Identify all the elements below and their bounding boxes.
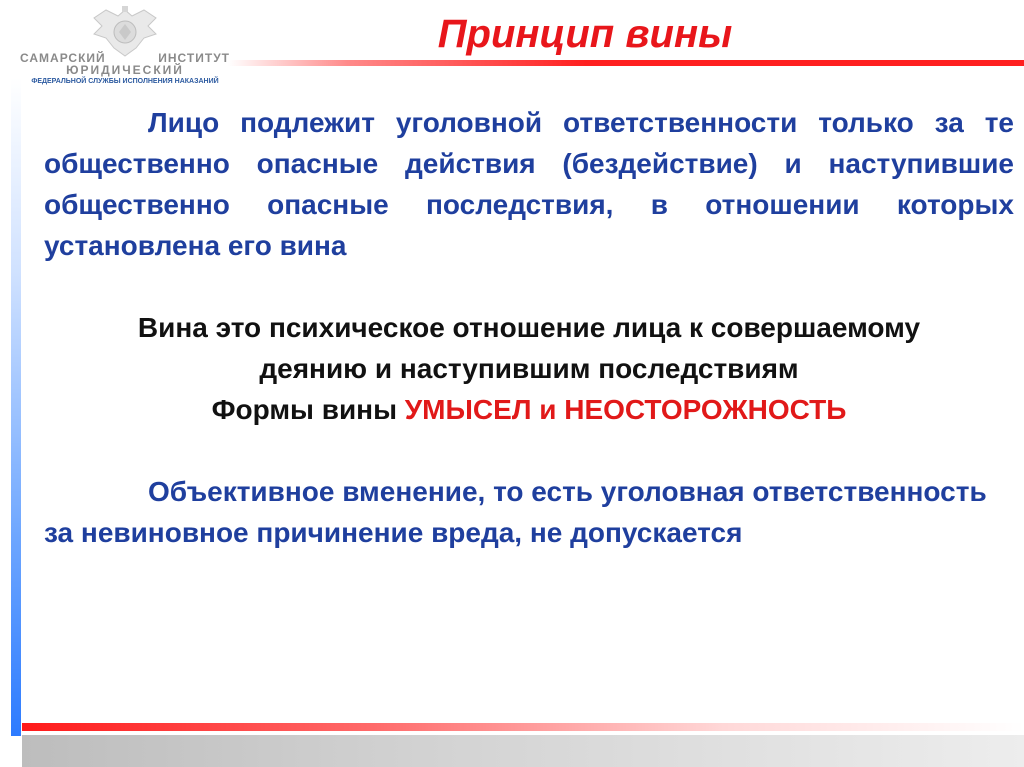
forms-line — [44, 389, 1014, 430]
logo-line-3: ФЕДЕРАЛЬНОЙ СЛУЖБЫ ИСПОЛНЕНИЯ НАКАЗАНИЙ — [31, 78, 219, 85]
logo-line-2: ЮРИДИЧЕСКИЙ — [66, 63, 184, 77]
spacer — [44, 430, 1014, 471]
title-underline — [228, 60, 1024, 66]
left-accent-bar — [11, 78, 21, 736]
slide-title: Принцип вины — [437, 12, 733, 56]
institute-logo — [20, 2, 230, 86]
principle-paragraph: Лицо подлежит уголовной ответственности только за те общественно опасные действия (бездействие) и наступившие общественно опасные последствия, в отношении которых установлена его вина — [44, 107, 1014, 261]
spacer — [44, 266, 1014, 307]
objective-imputation-paragraph: Объективное вменение, то есть уголовная ответственность за невиновное причинение вреда, не допускается — [44, 476, 987, 548]
forms-highlight: УМЫСЕЛ и НЕОСТОРОЖНОСТЬ — [404, 394, 847, 425]
forms-prefix: Формы вины — [211, 394, 397, 425]
definition-line-1: Вина это психическое отношение лица к совершаемому — [137, 312, 921, 343]
definition-line-2: деянию и наступившим последствиям — [259, 353, 799, 384]
slide-content — [44, 102, 1014, 553]
logo-word-left: САМАРСКИЙ — [20, 51, 106, 65]
bottom-accent-line — [22, 723, 1024, 731]
footer-bar — [22, 735, 1024, 767]
logo-word-right: ИНСТИТУТ — [158, 51, 230, 65]
